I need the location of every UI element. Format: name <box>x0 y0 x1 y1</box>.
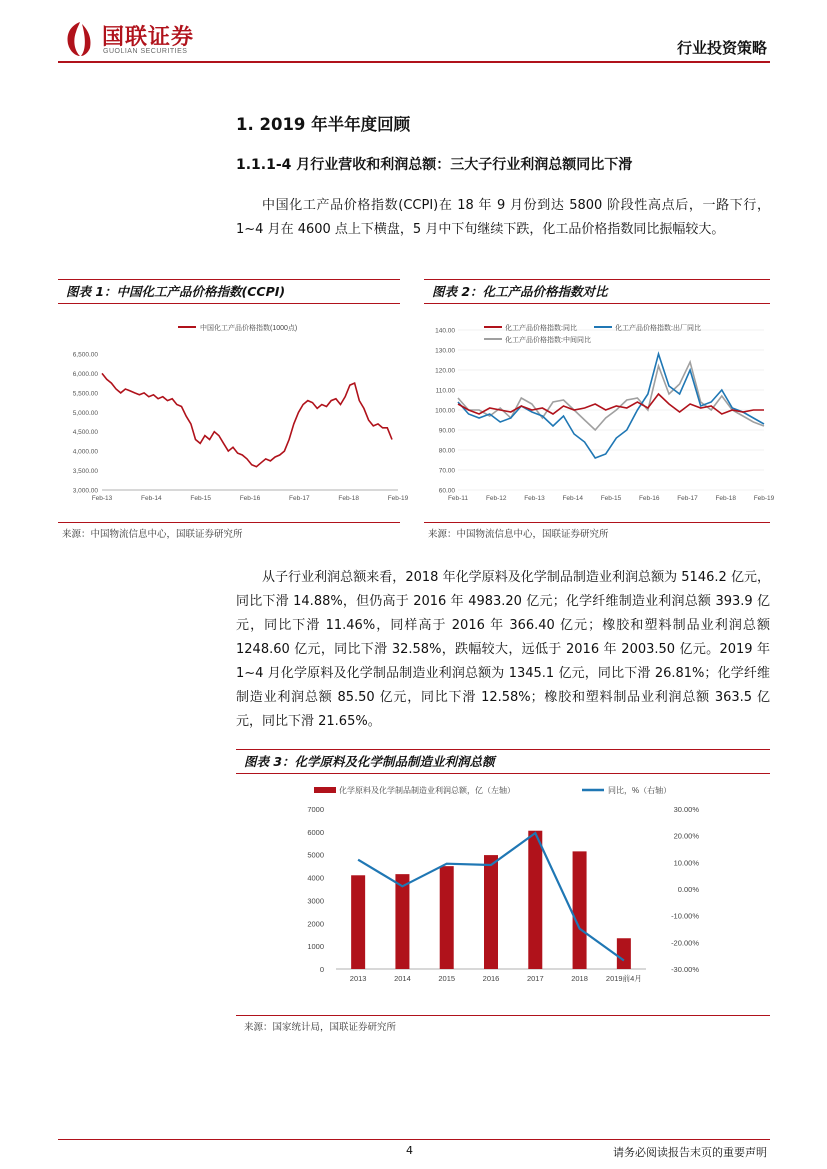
y-right-tick-label: -30.00% <box>671 965 699 974</box>
legend-label-factory: 化工产品价格指数:出厂同比 <box>615 325 701 332</box>
ccpi-line-chart <box>58 310 409 515</box>
figure-2-source: 来源：中国物流信息中心，国联证券研究所 <box>428 529 609 540</box>
y-tick-label: 90.00 <box>438 427 455 435</box>
paragraph-profits: 从子行业利润总额来看，2018 年化学原料及化学制品制造业利润总额为 5146.2 亿元，同比下滑 14.88%，但仍高于 2016 年 4983.20 亿元；化学纤维制造业利润总额 393.9 亿元，同比下滑 11.46%，同样高于 2016 年 366.40 亿元；橡胶和塑料制品业利润总额 1248.60 亿元，同比下滑 32.58%，跌幅较大，远低于 2016 年 2003.50 亿元。2019 年 1~4 月化学原料及化学制品制造业利润总额为 1345.1 亿元，同比下滑 26.81%；化学纤维制造业利润总额 85.50 亿元，同比下滑 12.58%；橡胶和塑料制品业利润总额 363.5 亿元，同比下滑 21.65%。 <box>236 570 770 729</box>
y-tick-label: 110.00 <box>435 387 455 395</box>
x-category-label: 2016 <box>482 974 500 983</box>
figure-2-source-divider <box>424 522 770 523</box>
y-left-tick-label: 7000 <box>307 805 324 814</box>
figure-1-source-divider <box>58 522 400 523</box>
profit-bar <box>484 855 498 969</box>
y-tick-label: 130.00 <box>435 347 455 355</box>
y-right-tick-label: 10.00% <box>673 858 699 868</box>
y-right-tick-label: -20.00% <box>671 938 699 948</box>
profit-bar-line-chart <box>236 776 770 1008</box>
y-tick-label: 3,000.00 <box>72 487 98 495</box>
x-category-label: 2017 <box>526 974 544 983</box>
profit-bar <box>573 851 587 969</box>
x-tick-label: Feb-11 <box>447 495 469 502</box>
y-left-tick-label: 0 <box>319 965 324 974</box>
legend-swatch-profit <box>314 787 336 793</box>
y-right-tick-label: 30.00% <box>673 805 699 814</box>
x-tick-label: Feb-17 <box>677 495 698 502</box>
y-left-tick-label: 2000 <box>307 919 324 929</box>
ccpi-series-line <box>102 373 392 466</box>
legend-label-yoy-pct: 同比，%（右轴） <box>608 786 672 795</box>
y-tick-label: 3,500.00 <box>72 468 98 476</box>
y-tick-label: 60.00 <box>438 487 455 495</box>
y-right-tick-label: 0.00% <box>677 885 699 894</box>
profit-bar <box>617 938 631 969</box>
figure-3-source-divider <box>236 1015 770 1016</box>
y-tick-label: 120.00 <box>435 367 455 375</box>
y-tick-label: 70.00 <box>438 467 455 475</box>
x-category-label: 2015 <box>438 974 456 983</box>
y-left-tick-label: 3000 <box>307 896 324 906</box>
x-tick-label: Feb-12 <box>485 495 507 502</box>
y-right-tick-label: 20.00% <box>673 831 699 841</box>
figure-1-source: 来源：中国物流信息中心，国联证券研究所 <box>62 529 243 540</box>
x-tick-label: Feb-17 <box>289 495 310 502</box>
profit-bar <box>440 866 454 969</box>
footer-divider <box>58 1139 770 1140</box>
yoy-series-line <box>458 394 764 414</box>
x-tick-label: Feb-15 <box>600 495 622 502</box>
figure-1-title: 图表 1：中国化工产品价格指数(CCPI) <box>58 279 400 304</box>
y-tick-label: 6,000.00 <box>72 370 98 378</box>
subsection-heading: 1.1.1-4 月行业营收和利润总额：三大子行业利润总额同比下滑 <box>236 157 633 173</box>
x-category-label: 2018 <box>571 974 588 983</box>
logo-text-en: GUOLIAN SECURITIES <box>103 48 188 55</box>
profit-bar <box>528 831 542 969</box>
y-tick-label: 5,500.00 <box>72 390 98 398</box>
logo-text-cn: 国联证券 <box>102 25 195 50</box>
x-category-label: 2019前4月 <box>605 974 642 983</box>
profit-bar <box>351 875 365 969</box>
x-tick-label: Feb-13 <box>91 495 113 502</box>
x-tick-label: Feb-16 <box>239 495 261 502</box>
y-left-tick-label: 5000 <box>307 850 324 860</box>
x-category-label: 2014 <box>394 974 411 983</box>
x-tick-label: Feb-13 <box>524 495 545 502</box>
footer-disclaimer: 请务必阅读报告末页的重要声明 <box>613 1146 767 1159</box>
profit-bar <box>395 874 409 969</box>
y-tick-label: 4,500.00 <box>72 429 98 437</box>
x-category-label: 2013 <box>349 974 367 983</box>
y-left-tick-label: 4000 <box>307 873 324 883</box>
x-tick-label: Feb-19 <box>753 495 775 502</box>
y-left-tick-label: 1000 <box>307 942 324 952</box>
x-tick-label: Feb-16 <box>638 495 660 502</box>
y-tick-label: 80.00 <box>438 447 455 455</box>
y-tick-label: 6,500.00 <box>72 351 98 359</box>
y-tick-label: 5,000.00 <box>72 409 98 417</box>
price-index-comparison-chart <box>424 310 775 515</box>
factory-series-line <box>458 354 764 458</box>
x-tick-label: Feb-14 <box>562 495 584 502</box>
legend-label-yoy: 化工产品价格指数:同比 <box>505 325 577 332</box>
y-tick-label: 140.00 <box>435 327 455 335</box>
header-divider <box>58 61 770 63</box>
x-tick-label: Feb-19 <box>387 495 409 502</box>
section-heading: 1. 2019 年半年度回顾 <box>236 115 411 134</box>
legend-label-intermediate: 化工产品价格指数:中间同比 <box>505 337 591 344</box>
x-tick-label: Feb-15 <box>190 495 211 502</box>
legend-label-profit: 化学原料及化学制品制造业利润总额，亿（左轴） <box>339 786 515 795</box>
x-tick-label: Feb-18 <box>338 495 359 502</box>
figure-3-source: 来源：国家统计局，国联证券研究所 <box>244 1022 397 1033</box>
document-type: 行业投资策略 <box>676 39 767 57</box>
y-tick-label: 4,000.00 <box>72 448 98 456</box>
guolian-logo <box>62 18 222 60</box>
x-tick-label: Feb-18 <box>715 495 737 502</box>
figure-2-title: 图表 2：化工产品价格指数对比 <box>424 279 770 304</box>
y-left-tick-label: 6000 <box>307 827 324 837</box>
y-right-tick-label: -10.00% <box>671 911 699 921</box>
x-tick-label: Feb-14 <box>141 495 162 502</box>
paragraph-ccpi: 中国化工产品价格指数(CCPI)在 18 年 9 月份到达 5800 阶段性高点后，一路下行，1~4 月在 4600 点上下横盘，5 月中下旬继续下跌，化工品价格指数同比振幅较大。 <box>236 198 770 237</box>
page-number: 4 <box>406 1144 413 1157</box>
figure-3-title: 图表 3：化学原料及化学制品制造业利润总额 <box>236 749 770 774</box>
legend-label-ccpi: 中国化工产品价格指数(1000点) <box>200 325 298 332</box>
y-tick-label: 100.00 <box>435 407 455 415</box>
logo-emblem-icon <box>62 20 98 58</box>
